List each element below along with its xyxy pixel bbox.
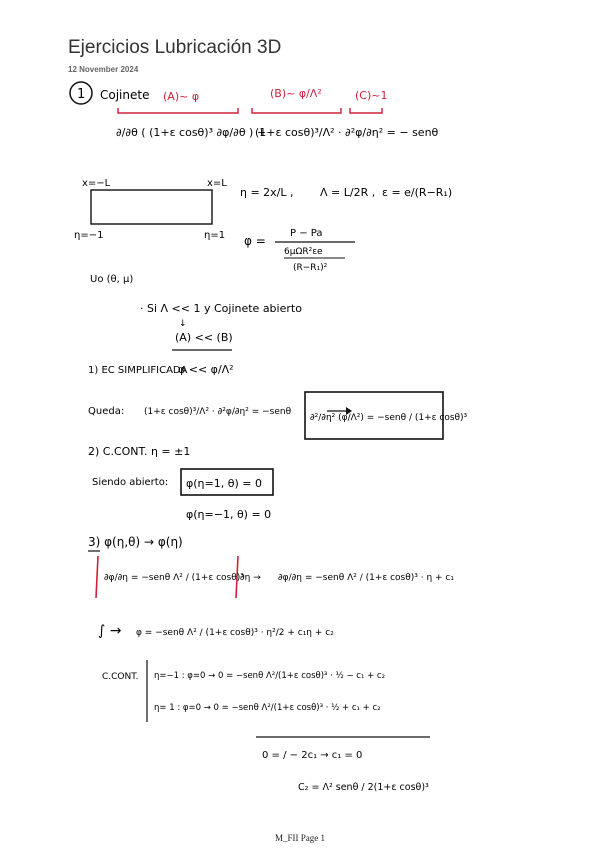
ccont-label: C.CONT. (102, 672, 139, 682)
x-right-label: x=L (207, 178, 227, 189)
integral-step-2: φ = −senθ Λ² / (1+ε cosθ)³ · η²/2 + c₁η + c₂ (136, 628, 334, 638)
eta-left-label: η=−1 (74, 230, 104, 241)
uo-label: Uo (θ, μ) (90, 274, 134, 285)
item-number: 1 (77, 87, 86, 102)
integral-sign: ∫ → (98, 623, 122, 639)
def-eta: η = 2x/L , (240, 186, 294, 199)
annotation-a: (A)~ φ (163, 90, 200, 103)
siendo-abierto-label: Siendo abierto: (92, 477, 169, 488)
integral-step-1-left: ∂φ/∂η = −senθ Λ² / (1+ε cosθ)³ (104, 573, 244, 583)
x-left-label: x=−L (82, 178, 111, 189)
def-phi-denominator-top: 6μΩR²εe (284, 247, 323, 257)
main-equation-right: (1+ε cosθ)³/Λ² · ∂²φ/∂η² = − senθ (255, 126, 439, 139)
boxed-equation: ∂²/∂η² (φ/Λ²) = −senθ / (1+ε cosθ)³ (310, 413, 468, 423)
annotation-b: (B)~ φ/Λ² (270, 87, 322, 100)
def-phi-denominator-bottom: (R−R₁)² (293, 263, 328, 273)
def-phi-numerator: P − Pa (290, 228, 323, 239)
red-bar-left (96, 556, 98, 598)
step1-condition: φ << φ/Λ² (178, 363, 234, 376)
bc-box-text: φ(η=1, θ) = 0 (186, 477, 262, 490)
cojinete-label: Cojinete (100, 88, 150, 102)
bc2-text: φ(η=−1, θ) = 0 (186, 508, 272, 521)
page-title: Ejercicios Lubricación 3D (68, 37, 282, 58)
c2-result: C₂ = Λ² senθ / 2(1+ε cosθ)³ (298, 782, 429, 793)
phi-symbol: φ = (244, 234, 266, 248)
ccont-eq-2: η= 1 : φ=0 → 0 = −senθ Λ²/(1+ε cosθ)³ · ½ + c₁ + c₂ (154, 703, 381, 713)
main-equation-left: ∂/∂θ ( (1+ε cosθ)³ ∂φ/∂θ ) + (116, 126, 267, 139)
a-less-b: (A) << (B) (175, 331, 233, 344)
def-epsilon: ε = e/(R−R₁) (382, 186, 453, 199)
page-date: 12 November 2024 (68, 65, 139, 74)
step2-label: 2) C.CONT. η = ±1 (88, 445, 191, 458)
page-footer: M_FII Page 1 (275, 833, 325, 843)
condition-line: · Si Λ << 1 y Cojinete abierto (140, 302, 302, 315)
sum-result: 0 = / − 2c₁ → c₁ = 0 (262, 750, 363, 761)
eta-right-label: η=1 (204, 230, 226, 241)
ccont-eq-1: η=−1 : φ=0 → 0 = −senθ Λ²/(1+ε cosθ)³ · ½ − c₁ + c₂ (154, 671, 385, 681)
queda-label: Queda: (88, 406, 125, 417)
integral-step-1-dη: ∂η → (240, 573, 261, 583)
def-lambda: Λ = L/2R , (320, 186, 376, 199)
bracket-b (252, 108, 341, 113)
bracket-a (118, 108, 238, 113)
step3-label: 3) φ(η,θ) → φ(η) (88, 535, 183, 549)
down-arrow: ↓ (179, 319, 187, 329)
integral-step-1-right: ∂φ/∂η = −senθ Λ² / (1+ε cosθ)³ · η + c₁ (278, 573, 454, 583)
annotation-c: (C)~1 (355, 89, 388, 102)
queda-equation: (1+ε cosθ)³/Λ² · ∂²φ/∂η² = −senθ (144, 407, 292, 417)
step1-label: 1) EC SIMPLIFICADA (88, 365, 188, 376)
bearing-rectangle (91, 190, 212, 224)
bracket-c (350, 108, 382, 113)
